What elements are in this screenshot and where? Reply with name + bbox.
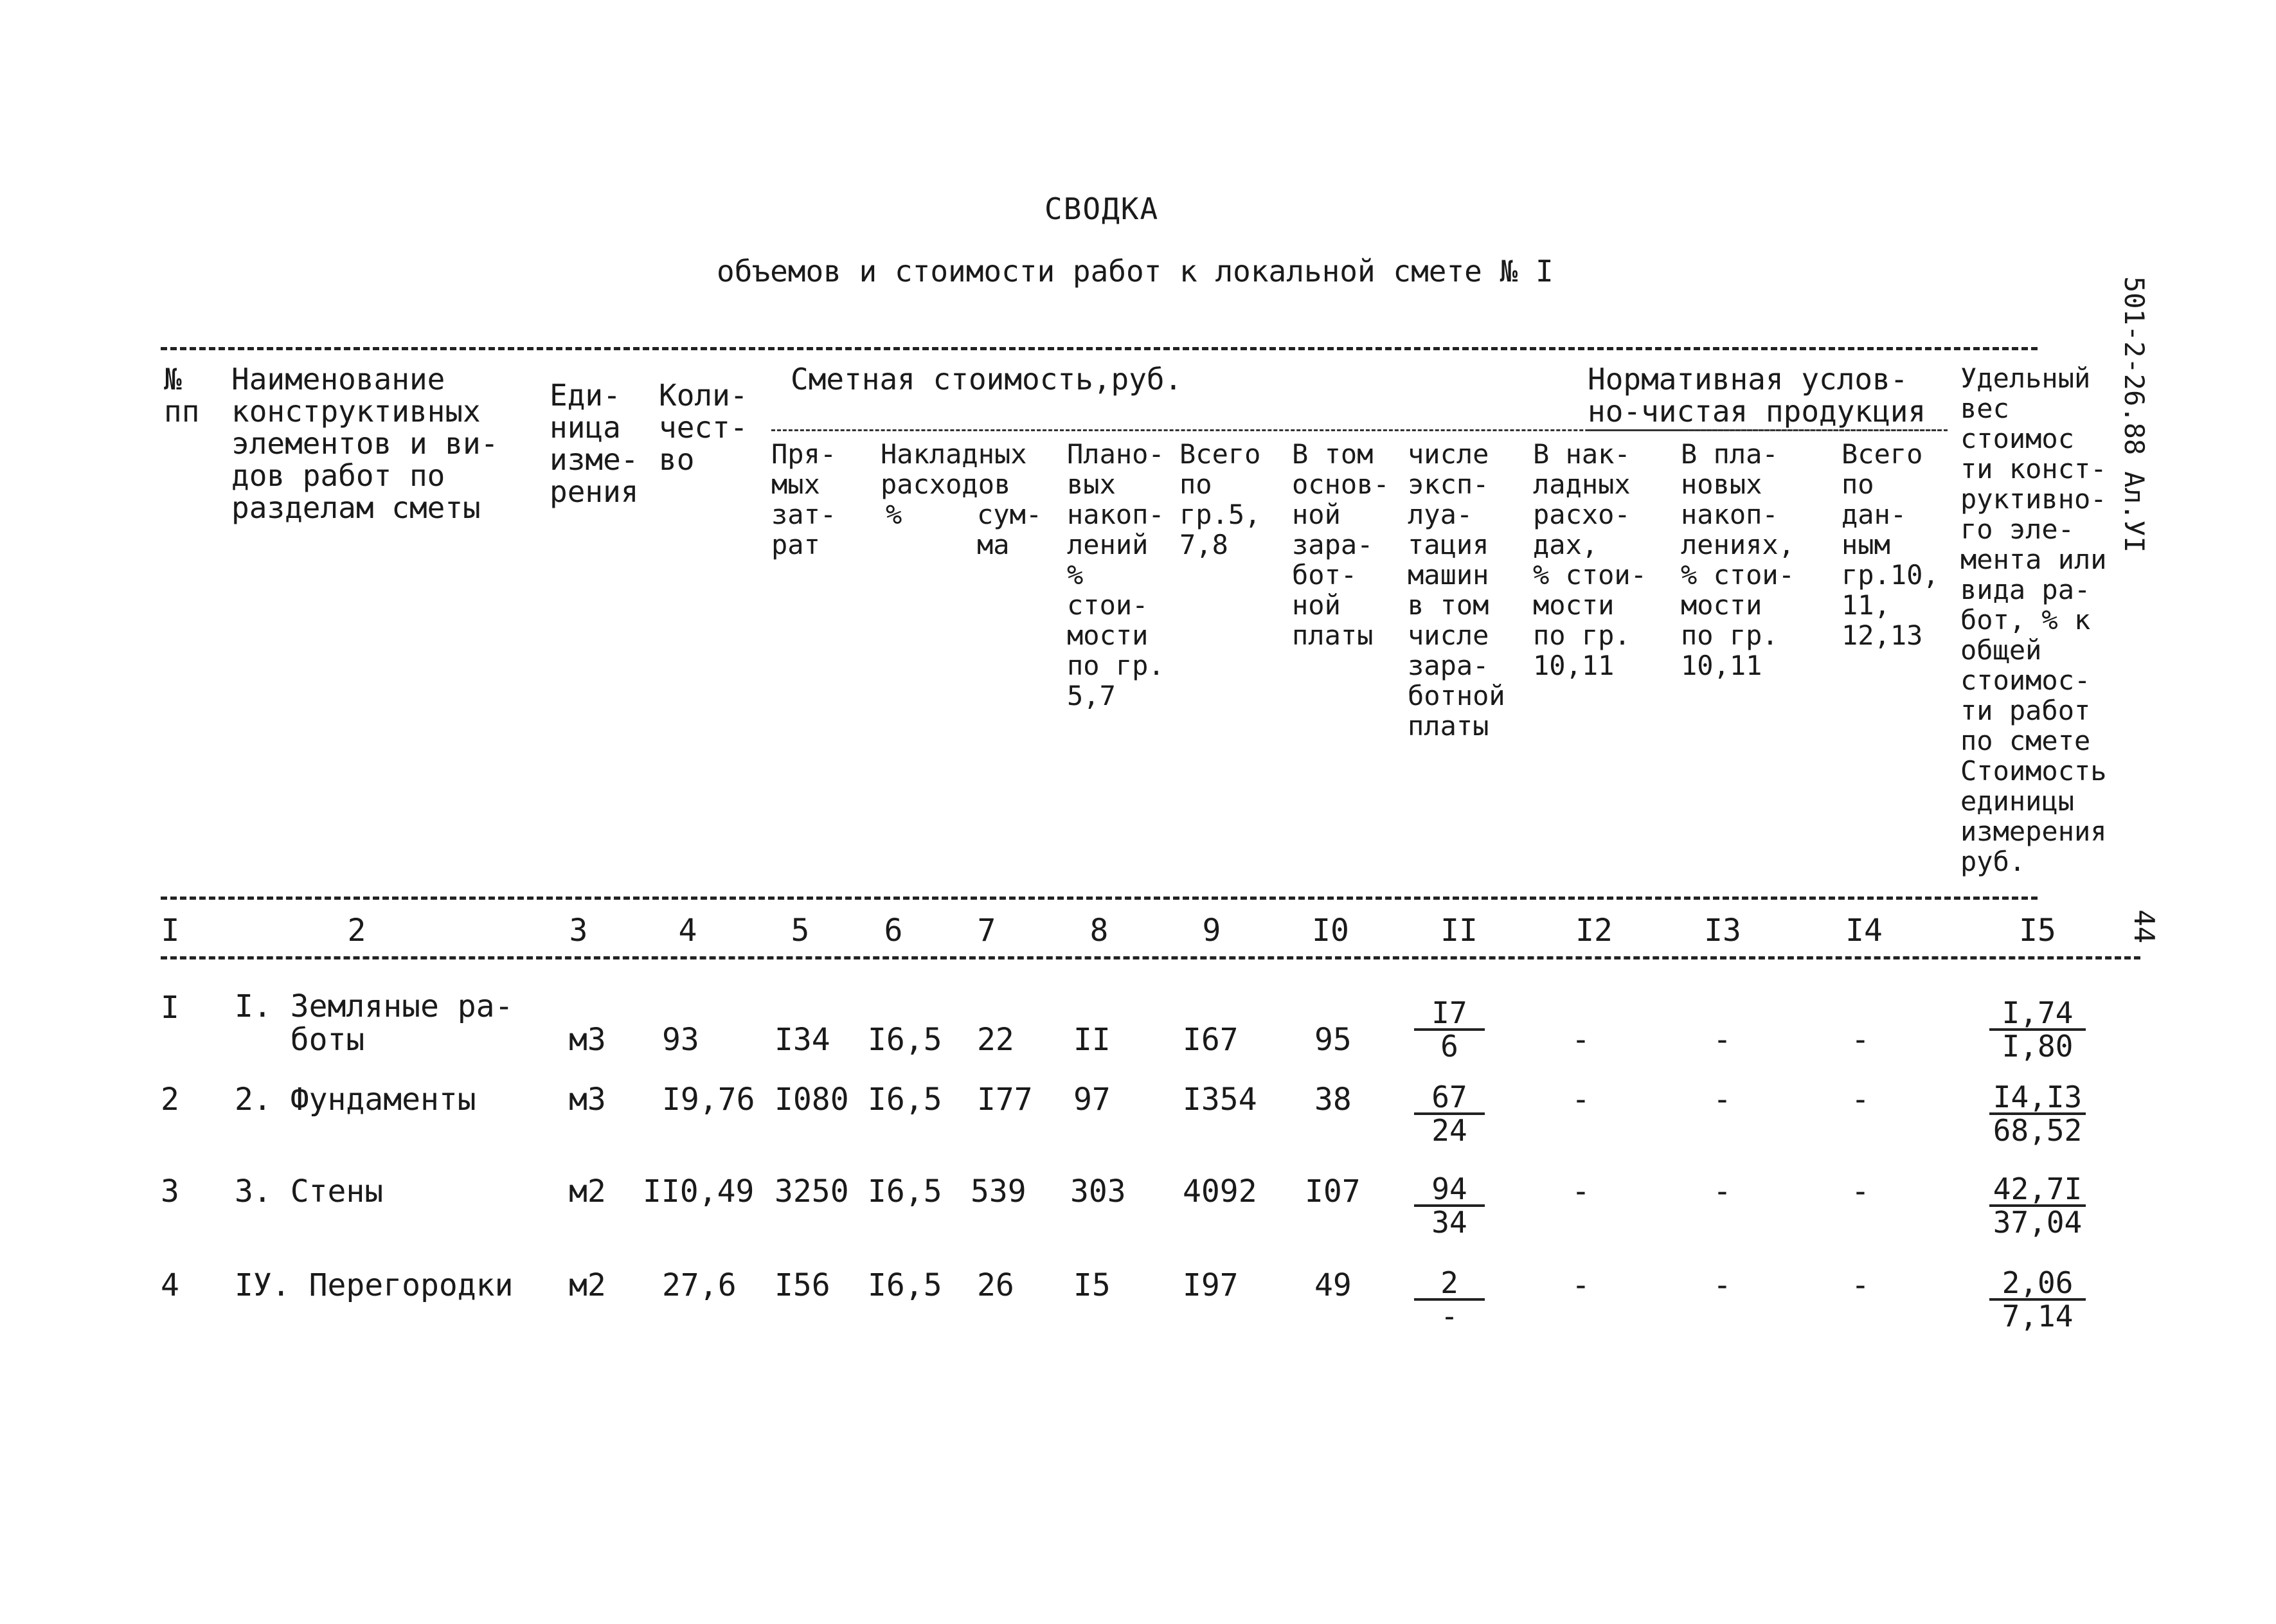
column-number: 4 bbox=[678, 913, 697, 949]
row-net-total: - bbox=[1851, 1267, 1870, 1303]
row-unit-cost: 7,14 bbox=[2002, 1299, 2074, 1334]
row-overhead-sum: 26 bbox=[977, 1267, 1014, 1303]
row-net-overhead: - bbox=[1572, 1173, 1590, 1209]
header-overhead-pct: % bbox=[886, 499, 902, 530]
header-name: Наименование конструктивных элементов и ви- дов работ по разделам сметы bbox=[231, 362, 499, 525]
row-machines-fraction bbox=[1414, 1173, 1485, 1238]
row-machines-wages: 6 bbox=[1440, 1029, 1458, 1064]
row-specific-fraction bbox=[1989, 1082, 2086, 1146]
row-direct: I080 bbox=[775, 1082, 849, 1118]
row-overhead-pct: I6,5 bbox=[868, 1082, 942, 1118]
row-wages: I07 bbox=[1305, 1173, 1361, 1209]
side-document-code: 501-2-26.88 Ал.УI bbox=[2119, 276, 2150, 553]
row-net-total: - bbox=[1851, 1022, 1870, 1058]
header-total: Всего по гр.5, 7,8 bbox=[1179, 438, 1261, 560]
row-machines-value: 2 bbox=[1414, 1267, 1485, 1301]
row-qty: 93 bbox=[662, 1022, 699, 1058]
header-qty: Коли- чест- во bbox=[659, 378, 748, 477]
row-net-overhead: - bbox=[1572, 1022, 1590, 1058]
row-machines-value: 67 bbox=[1414, 1082, 1485, 1115]
header-estimate-group: Сметная стоимость,руб. bbox=[791, 362, 1183, 397]
column-number: I5 bbox=[2019, 913, 2056, 949]
header-specific-weight: Удельный вес стоимос ти конст- руктивно- го эле- мента или вида ра- бот, % к общей стоимос- ти работ по смете Стоимость единицы измерения руб. bbox=[1960, 362, 2107, 877]
row-overhead-pct: I6,5 bbox=[868, 1267, 942, 1303]
row-name: IУ. Перегородки bbox=[235, 1267, 514, 1303]
header-net-total: Всего по дан- ным гр.10, 11, 12,13 bbox=[1841, 438, 1939, 651]
row-machines-fraction bbox=[1414, 997, 1485, 1062]
row-unit-cost: 68,52 bbox=[1993, 1113, 2083, 1148]
row-no: 2 bbox=[161, 1082, 179, 1118]
row-net-planned: - bbox=[1713, 1267, 1732, 1303]
column-number: I4 bbox=[1845, 913, 1883, 949]
header-incl-wages: В том основ- ной зара- бот- ной платы bbox=[1292, 438, 1390, 651]
row-specific-weight: 42,7I bbox=[1989, 1173, 2086, 1207]
row-planned: I5 bbox=[1073, 1267, 1111, 1303]
row-qty: I9,76 bbox=[662, 1082, 755, 1118]
row-no: I bbox=[161, 990, 179, 1026]
row-machines-value: I7 bbox=[1414, 997, 1485, 1031]
row-overhead-sum: I77 bbox=[977, 1082, 1033, 1118]
row-net-total: - bbox=[1851, 1082, 1870, 1118]
row-unit-cost: I,80 bbox=[2002, 1029, 2074, 1064]
document-subtitle: объемов и стоимости работ к локальной смете № I bbox=[717, 254, 1554, 289]
row-net-planned: - bbox=[1713, 1173, 1732, 1209]
row-total: 4092 bbox=[1183, 1173, 1257, 1209]
column-number: I2 bbox=[1575, 913, 1613, 949]
row-unit: м2 bbox=[569, 1267, 606, 1303]
row-wages: 38 bbox=[1314, 1082, 1352, 1118]
column-number: 2 bbox=[347, 913, 366, 949]
row-wages: 95 bbox=[1314, 1022, 1352, 1058]
row-total: I354 bbox=[1183, 1082, 1257, 1118]
row-overhead-sum: 22 bbox=[977, 1022, 1014, 1058]
row-machines-value: 94 bbox=[1414, 1173, 1485, 1207]
row-net-overhead: - bbox=[1572, 1267, 1590, 1303]
row-specific-fraction bbox=[1989, 1267, 2086, 1332]
header-unit: Еди- ница изме- рения bbox=[550, 378, 639, 509]
row-unit-cost: 37,04 bbox=[1993, 1205, 2083, 1240]
row-wages: 49 bbox=[1314, 1267, 1352, 1303]
row-unit: м3 bbox=[569, 1022, 606, 1058]
row-direct: I34 bbox=[775, 1022, 830, 1058]
header-overhead-sum: сум- ма bbox=[977, 499, 1043, 560]
header-incl-machines: числе эксп- луа- тация машин в том числе зара- ботной платы bbox=[1408, 438, 1505, 742]
row-machines-wages: - bbox=[1440, 1299, 1458, 1334]
row-machines-wages: 24 bbox=[1431, 1113, 1467, 1148]
column-number: I bbox=[161, 913, 180, 949]
row-net-total: - bbox=[1851, 1173, 1870, 1209]
row-machines-fraction bbox=[1414, 1267, 1485, 1332]
row-name: 2. Фундаменты bbox=[235, 1082, 476, 1118]
column-number: 6 bbox=[884, 913, 903, 949]
column-number: 3 bbox=[569, 913, 588, 949]
row-net-overhead: - bbox=[1572, 1082, 1590, 1118]
column-number: I0 bbox=[1312, 913, 1349, 949]
row-total: I67 bbox=[1183, 1022, 1239, 1058]
column-number: I3 bbox=[1704, 913, 1741, 949]
header-net-planned: В пла- новых накоп- лениях, % стои- мости по гр. 10,11 bbox=[1681, 438, 1795, 681]
document-title: СВОДКА bbox=[1044, 192, 1160, 226]
header-net-overhead: В нак- ладных расхо- дах, % стои- мости по гр. 10,11 bbox=[1533, 438, 1647, 681]
row-name: 3. Стены bbox=[235, 1173, 384, 1209]
row-name: I. Земляные ра- боты bbox=[235, 988, 514, 1058]
row-no: 3 bbox=[161, 1173, 179, 1209]
header-net-product-group: Нормативная услов- но-чистая продукция bbox=[1588, 362, 1926, 429]
header-bottom-rule bbox=[161, 897, 2038, 900]
header-planned: Плано- вых накоп- лений % стои- мости по гр. 5,7 bbox=[1067, 438, 1165, 711]
row-net-planned: - bbox=[1713, 1022, 1732, 1058]
row-net-planned: - bbox=[1713, 1082, 1732, 1118]
column-number: 9 bbox=[1202, 913, 1221, 949]
row-machines-fraction bbox=[1414, 1082, 1485, 1146]
row-planned: 97 bbox=[1073, 1082, 1111, 1118]
side-page-number: 44 bbox=[2128, 909, 2160, 943]
header-no: № пп bbox=[164, 362, 200, 429]
row-planned: 303 bbox=[1070, 1173, 1126, 1209]
row-unit: м3 bbox=[569, 1082, 606, 1118]
row-total: I97 bbox=[1183, 1267, 1239, 1303]
row-no: 4 bbox=[161, 1267, 179, 1303]
row-qty: II0,49 bbox=[643, 1173, 755, 1209]
row-qty: 27,6 bbox=[662, 1267, 737, 1303]
row-machines-wages: 34 bbox=[1431, 1205, 1467, 1240]
row-planned: II bbox=[1073, 1022, 1111, 1058]
column-number: 5 bbox=[791, 913, 810, 949]
row-specific-weight: I4,I3 bbox=[1989, 1082, 2086, 1115]
column-number: II bbox=[1440, 913, 1478, 949]
table-top-rule bbox=[161, 347, 2038, 350]
colnum-bottom-rule bbox=[161, 956, 2140, 959]
row-specific-fraction bbox=[1989, 997, 2086, 1062]
row-overhead-pct: I6,5 bbox=[868, 1173, 942, 1209]
column-number: 8 bbox=[1089, 913, 1109, 949]
row-unit: м2 bbox=[569, 1173, 606, 1209]
row-specific-weight: I,74 bbox=[1989, 997, 2086, 1031]
header-overhead-group: Накладных расходов bbox=[881, 438, 1027, 500]
column-number: 7 bbox=[977, 913, 996, 949]
row-specific-weight: 2,06 bbox=[1989, 1267, 2086, 1301]
row-direct: I56 bbox=[775, 1267, 830, 1303]
row-specific-fraction bbox=[1989, 1173, 2086, 1238]
row-direct: 3250 bbox=[775, 1173, 849, 1209]
net-group-rule bbox=[1588, 429, 1948, 431]
header-direct: Пря- мых зат- рат bbox=[771, 438, 837, 560]
row-overhead-pct: I6,5 bbox=[868, 1022, 942, 1058]
row-overhead-sum: 539 bbox=[971, 1173, 1026, 1209]
